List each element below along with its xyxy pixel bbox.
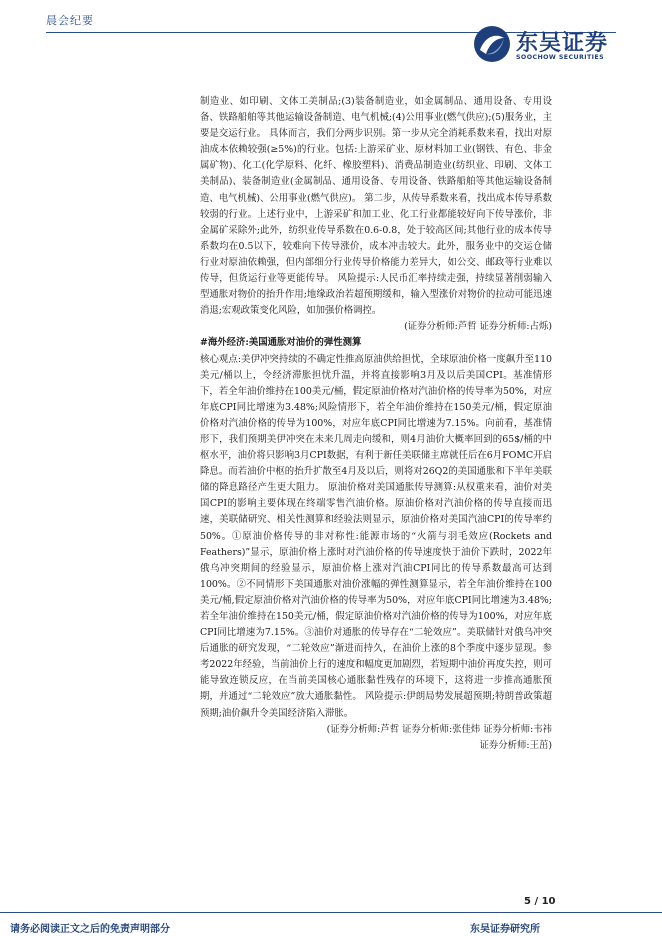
- page-number: 5 / 10: [524, 896, 556, 907]
- institute-name: 东吴证券研究所: [470, 924, 540, 935]
- analyst-signature: (证券分析师:芦哲 证券分析师:占烁): [404, 321, 552, 333]
- disclaimer-note: 请务必阅读正文之后的免责声明部分: [10, 924, 170, 935]
- paragraph-industry-analysis: 制造业、如印刷、文体工美制品;(3)装备制造业，如金属制品、通用设备、专用设备、铁路船舶等其他运输设备制造、电气机械;(4)公用事业(燃气供应);(5)服务业，主要是交运行业。 具体而言，我们分两步识别。第一步从完全消耗系数来看，找出对原油成本依赖较强(≥5%)的行业。包括:上游采矿业、原材料加工业(钢铁、有色、非金属矿物)、化工(化学原料、化纤、橡胶塑料)、消费品制造业(纺织业、印刷、文体工美制品)、装备制造业(金属制品、通用设备、专用设备、铁路船舶等其他运输设备制造、电气机械)、公用事业(燃气供应)。 第二步，从传导系数来看，找出成本传导系数较弱的行业。上述行业中，上游采矿和加工业、化工行业都能较好向下传导涨价，非金属矿采除外;此外，纺织业传导系数在0.6-0.8，处于较高区间;其他行业的成本传导系数均在0.5以下，较难向下传导涨价，成本冲击较大。此外，服务业中的交运仓储行业对原油依赖强，但内部细分行业传导价格能力差异大，如公交、邮政等行业难以传导，但货运行业等更能传导。 风险提示:人民币汇率持续走强，持续显著削弱输入型通胀对物价的抬升作用;地缘政治若超预期缓和，输入型涨价对物价的拉动可能迅速消退;宏观政策变化风险，如加强价格调控。: [200, 96, 552, 317]
- soochow-logo: [472, 24, 620, 68]
- report-title: 晨会纪要: [46, 14, 94, 27]
- footer-divider: [0, 912, 662, 913]
- logo-english-text: SOOCHOW SECURITIES: [516, 54, 605, 61]
- logo-chinese-text: 东吴证券: [516, 31, 609, 56]
- analyst-signature: (证券分析师:芦哲 证券分析师:张佳炜 证券分析师:韦祎: [326, 723, 552, 735]
- report-body: [200, 94, 552, 754]
- analyst-signature: 证券分析师:王茁): [479, 739, 552, 751]
- soochow-logo-mark-icon: [472, 24, 512, 64]
- section-title: #海外经济:美国通胀对油价的弹性测算: [200, 337, 362, 349]
- paragraph-overseas-economy: 核心观点:美伊冲突持续的不确定性推高原油供给担忧，全球原油价格一度飙升至110美元/桶以上，令经济滞胀担忧升温，并将直接影响3月及以后美国CPI。基准情形下，若全年油价维持在100美元/桶，假定原油价格对汽油价格的传导率为50%，对应年底CPI同比增速为3.48%;风险情形下，若全年油价维持在150美元/桶，假定原油价格对汽油价格的传导为100%，对应年底CPI同比增速为7.15%。向前看，基准情形下，我们预期美伊冲突在未来几周走向缓和，则4月油价大概率回到的65$/桶的中枢水平，油价将只影响3月CPI数据，有利于新任美联储主席就任后在6月FOMC开启降息。而若油价中枢的抬升扩散至4月及以后，则将对26Q2的美国通胀和下半年美联储的降息路径产生更大阻力。 原油价格对美国通胀传导测算:从权重来看，油价对美国CPI的影响主要体现在终端零售汽油价格。原油价格对汽油价格的传导直接而迅速，美联储研究、相关性测算和经验法则显示，原油价格对美国汽油CPI的传导率约50%。①原油价格传导的非对称性:能源市场的“火箭与羽毛效应(Rockets and Feathers)”显示，原油价格上涨时对汽油价格的传导速度快于油价下跌时，2022年俄乌冲突期间的经验显示，原油价格上涨对汽油CPI同比的传导系数最高可达到 100%。②不同情形下美国通胀对油价涨幅的弹性测算显示，若全年油价维持在100美元/桶,假定原油价格对汽油价格的传导率为50%，对应年底CPI同比增速为3.48%;若全年油价维持在150美元/桶，假定原油价格对汽油价格的传导为100%，对应年底CPI同比增速为7.15%。③油价对通胀的传导存在“二轮效应”。美联储针对俄乌冲突后通胀的研究发现，“二轮效应”渐进而持久，在油价上涨的8个季度中逐步显现。参考2022年经验，当前油价上行的速度和幅度更加剧烈，若短期中油价再度失控，则可能导致连锁反应，在当前美国核心通胀黏性残存的环境下，这将进一步推高通胀预期，并通过“二轮效应”放大通胀黏性。 风险提示:伊朗局势发展超预期;特朗普政策超预期;油价飙升令美国经济陷入滞胀。: [200, 353, 552, 719]
